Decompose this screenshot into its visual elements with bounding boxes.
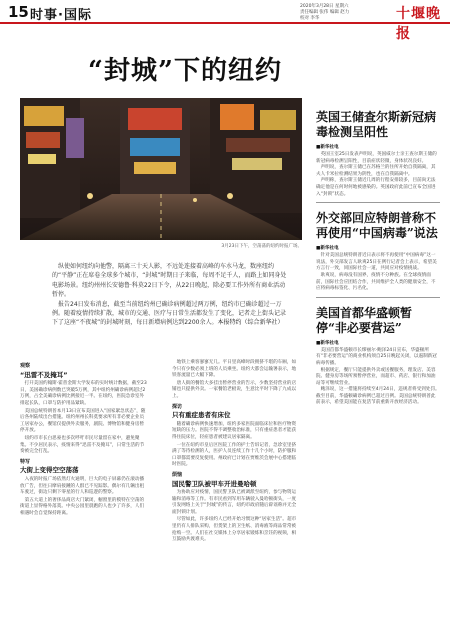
body-paragraph: 一位在纽约市皇后区医院工作的护士告诉记者，急诊室里挤满了等待检测的人，医护人员连续工作十几个小时，防护服和口罩都需要反复使用。州政府已计划在贾维茨会展中心搭建临时医院。: [172, 442, 297, 468]
page-header: [0, 0, 450, 42]
author-credit: 本报特约（综合新华社）: [217, 319, 284, 327]
section-name: 时事·国际: [30, 8, 92, 23]
article-column-2: [172, 360, 300, 545]
sidebar-article-title: 英国王储查尔斯新冠病毒检测呈阳性: [316, 110, 437, 139]
header-meta-line: 2020年3月28日 星期六: [300, 4, 349, 9]
body-paragraph: 英国王室25日发表声明说，英国威尔士亲王查尔斯王储的新冠病毒检测呈阳性，目前症状轻微，身体状况良好。: [316, 152, 437, 164]
body-paragraph: 第五大道上的奢侈品商店大门紧闭，橱窗里的模特在空荡的街道上显得格外落寞。中央公园里晨跑的人也少了许多，人们相遇时会自觉保持距离。: [20, 497, 145, 516]
article-byline: ■新华社电: [316, 246, 339, 252]
sidebar-article-title: 外交部回应特朗普称不再使用“中国病毒”说法: [316, 211, 438, 241]
body-paragraph: 随着确诊病例快速增加，纽约多家医院面临床位和医疗物资短缺的压力。医院不得不调整收治标准，只有重症患者才能获得住院床位，轻症患者被建议居家隔离。: [172, 421, 297, 440]
article-byline: ■新华社电: [316, 145, 339, 150]
article-divider: [316, 297, 440, 298]
header-meta: [300, 4, 392, 22]
body-paragraph: 地铁上乘客寥寥无几。平日里高峰时段拥挤不堪的车厢，如今只有少数必须上班的人员乘坐。纽约大都会运输署表示，地铁客流量已大幅下降。: [172, 360, 297, 379]
body-paragraph: 声明说，查尔斯王储已在苏格兰的住所开始自我隔离，其夫人卡米拉检测结果为阴性，也在自我隔离中。: [316, 165, 436, 177]
photo-caption: 3月23日下午，空荡荡的纽约时报广场。: [221, 244, 302, 249]
article-divider: [316, 202, 440, 203]
article-intro: [52, 262, 288, 328]
right-news-column: [316, 26, 440, 636]
body-paragraph: 唐人街的餐馆大多挂出暂停营业的告示，少数坚持营业的店铺也只提供外卖。一家餐馆老板说，生意比平时下降了九成以上。: [172, 380, 297, 399]
section-subheading: “迅雷不及掩耳”: [20, 370, 68, 379]
section-kicker: 探访: [172, 403, 183, 410]
intro-paragraph: 纵使如何纽约向他警，隔离三十天人影，不远处连接着高峰的车水马龙，数座纽约的“平静”正在席卷全球多个城市，“封城”时期日子来临，每周不足千人，而路上如同身处电影场景。纽约州州长安德鲁·科莫22日下令，从22日晚起，除必要工作外所有商业活动暂停。: [52, 263, 287, 299]
section-kicker: 特写: [20, 458, 31, 465]
body-paragraph: 纽约市市长白思豪也多次呼吁市民尽量留在家中，避免聚集。不少居民表示，疫情来得“迅雷不及掩耳”，日常生活的节奏被完全打乱。: [20, 435, 145, 455]
sidebar-article-body: [316, 253, 440, 293]
news-photo-times-square: [20, 98, 302, 240]
body-paragraph: 鲍泽说，这一措施将持续至4月24日，违规者将受到处罚。截至目前，华盛顿确诊病例已超过百例。美国总统特朗普此前表示，希望美国能在复活节前重新开放经济活动。: [316, 387, 440, 406]
intro-paragraph: 报告24日发布消息，截至当前纽约州已确诊病例超过两万例，纽约市已确诊超过一万例。随着疫情持续扩散，城市的交通、医疗与日常生活都发生了变化，记者走上街头记录下了这座“不夜城”的封城时刻，每日新增病例达到2200余人。本报特约（综合新华社）: [52, 300, 287, 327]
section-subheading: 大街上变得空空荡荡: [20, 466, 79, 475]
body-paragraph: 为协助应对疫情，国民警卫队已被调派至纽约，参与物资运输和消毒等工作。有市民看到军用车辆驶入曼哈顿街头，一度引发网络上关于“封城”的传言，纽约市政府随后辟谣称并无全面封锁计划。: [172, 490, 297, 515]
body-paragraph: 声明称，查尔斯王储近几周的行程安排较多，目前尚无法确定他是在何时何地被感染的。英国政府此前已宣布全国进入“封锁”状态。: [316, 178, 436, 197]
body-paragraph: 美国首都华盛顿市长缪丽尔·鲍泽24日宣布，华盛顿所有“非必要营运”的商业机构须自25日晚起关闭，以遏制新冠病毒传播。: [316, 347, 437, 366]
sidebar-article-body: [316, 348, 440, 407]
sidebar-article-title: 美国首都华盛顿暂停“非必要营运”: [316, 305, 413, 335]
main-headline: “封城”下的纽约: [88, 56, 282, 86]
section-subheading: 国民警卫队被甲车开进曼哈顿: [172, 479, 257, 488]
body-paragraph: 美国总统特朗普本月13日宣布美国进入“国家紧急状态”，随后各州陆续出台措施。纽约州州长科莫要求所有非必要企业员工居家办公，餐馆仅提供外卖服务，剧院、博物馆和健身房暂停开放。: [20, 408, 146, 434]
body-paragraph: 耿爽说，病毒没有国界，疫情不分种族。在全球疫情面前，国际社会应团结合作，共同维护全人类的健康安全，不应将病毒标签化、污名化。: [316, 272, 436, 292]
section-subheading: 只有重症患者有床位: [172, 411, 231, 420]
article-column-1: [20, 360, 148, 518]
section-kicker: 观察: [20, 363, 31, 369]
body-paragraph: 根据规定，餐厅只能提供外卖或送餐服务，理发店、美容院、健身房等场所须暂停营业，而超市、药店、银行和加油站等可继续营业。: [316, 367, 436, 386]
page-number: 15: [8, 3, 29, 21]
sidebar-article-body: [316, 152, 440, 198]
times-square-illustration: [20, 98, 302, 240]
body-paragraph: 打开美国约翰斯·霍普金斯大学发布的实时统计数据，截至23日，美国确诊病例数已突破5万例，其中纽约州确诊病例超过2万例，占全美确诊病例比例接近一半。在纽约，医院急诊室外排起长队，口罩与防护用品紧缺。: [20, 381, 147, 406]
body-paragraph: 针对美国总统特朗普近日表示将不再使用“中国病毒”这一说法，外交部发言人耿爽25日在例行记者会上表示，希望美方言行一致，同国际社会一道，共同应对疫情挑战。: [316, 253, 437, 272]
body-paragraph: 尽管如此，许多纽约人已经开始习惯这种“居家生活”。超市里仍有人排队采购，但货架上的卫生纸、消毒液等商品常常被抢购一空。人们在社交媒体上分享居家锻炼和烹饪的视频，相互鼓励共渡难关。: [172, 517, 297, 543]
newspaper-brand-logo: 十堰晚报: [396, 6, 441, 42]
body-paragraph: 入夜的时报广场依然灯火通明，巨大的电子屏幕仍在滚动播放广告，但往日摩肩接踵的人群已不见踪影。偶尔有几辆出租车驶过，街边只剩下零星的行人和巡逻的警察。: [20, 476, 145, 496]
header-meta-line: 校对 李华: [300, 16, 320, 21]
section-kicker: 烦恼: [172, 471, 183, 478]
header-meta-line: 责任编辑 张伟 编辑 赵力: [300, 10, 350, 15]
article-byline: ■新华社电: [316, 340, 339, 346]
